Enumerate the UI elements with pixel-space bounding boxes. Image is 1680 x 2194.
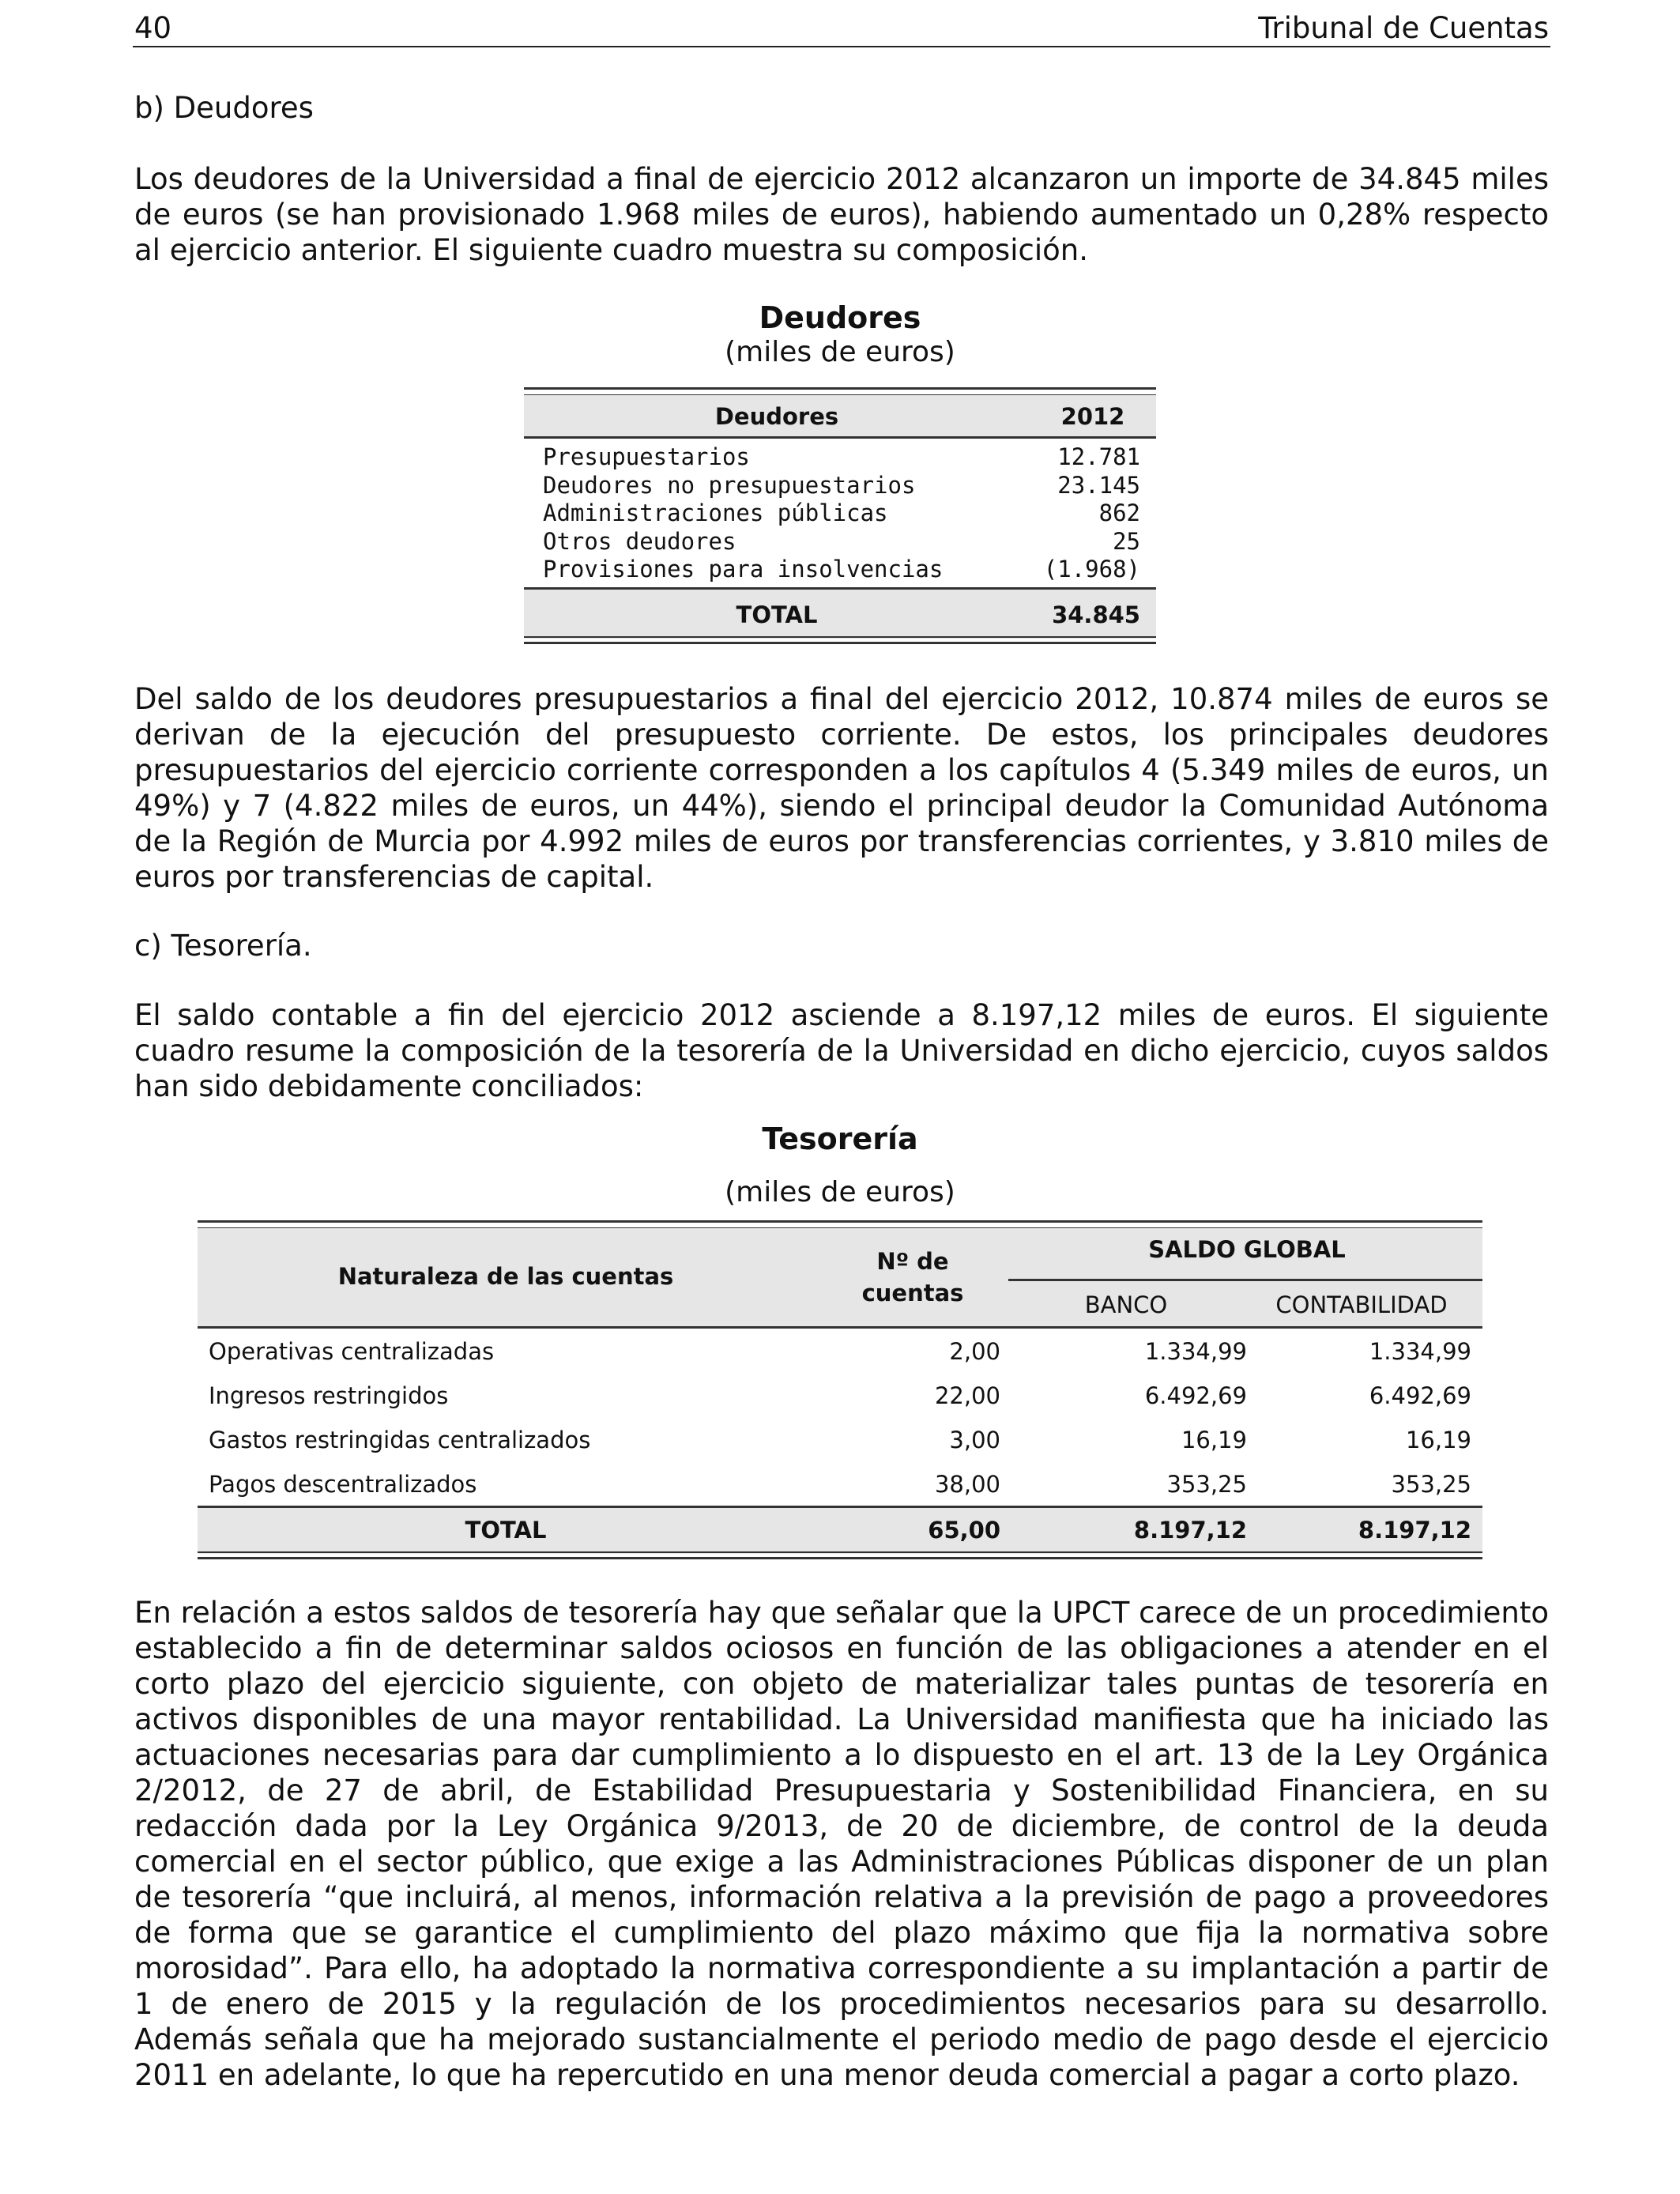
table-row xyxy=(524,556,1156,584)
paragraph-deudores: Del saldo de los deudores presupuestarios a final del ejercicio 2012, 10.874 miles de euros se derivan de la ejecución del presupuesto corriente. De estos, los principales deudores presupuestarios del ejercicio corriente corresponden a los capítulos 4 (5.349 miles de euros, un 49%) y 7 (4.822 miles de euros, un 44%), siendo el principal deudor la Comunidad Autónoma de la Región de Murcia por 4.992 miles de euros por transferencias corrientes, y 3.810 miles de euros por transferencias de capital. xyxy=(134,682,1549,894)
row-label: Provisiones para insolvencias xyxy=(543,556,944,582)
table-row xyxy=(198,1373,1482,1417)
table-total-row xyxy=(524,587,1156,639)
cell-naturaleza: Operativas centralizadas xyxy=(209,1338,495,1365)
table-row xyxy=(524,472,1156,500)
column-header-banco: BANCO xyxy=(1084,1291,1168,1318)
table-row xyxy=(198,1461,1482,1506)
cell-naturaleza: Gastos restringidas centralizados xyxy=(209,1427,591,1453)
cell-contabilidad: 16,19 xyxy=(1405,1427,1471,1453)
column-header-deudores: Deudores xyxy=(714,403,839,430)
table-total-row xyxy=(198,1506,1482,1554)
column-header-contabilidad: CONTABILIDAD xyxy=(1275,1291,1448,1318)
cell-contabilidad: 1.334,99 xyxy=(1369,1338,1471,1365)
table-row xyxy=(198,1417,1482,1461)
row-label: Otros deudores xyxy=(543,527,736,555)
total-value: 34.845 xyxy=(1052,601,1140,628)
deudores-table xyxy=(524,387,1156,644)
table-row xyxy=(198,1329,1482,1373)
row-label: Presupuestarios xyxy=(543,443,750,470)
total-num: 65,00 xyxy=(928,1517,1000,1544)
page-header xyxy=(133,6,1550,47)
tesoreria-table-subtitle: (miles de euros) xyxy=(725,1176,955,1208)
table-row xyxy=(524,443,1156,472)
cell-banco: 1.334,99 xyxy=(1144,1338,1247,1365)
page-number: 40 xyxy=(134,11,172,45)
row-value: (1.968) xyxy=(1043,556,1140,582)
header-divider xyxy=(1008,1279,1482,1281)
total-contabilidad: 8.197,12 xyxy=(1358,1517,1471,1544)
column-header-num-line2: cuentas xyxy=(861,1280,964,1306)
table-header xyxy=(524,395,1156,439)
paragraph-final: En relación a estos saldos de tesorería hay que señalar que la UPCT carece de un procedimiento establecido a fin de determinar saldos ociosos en función de las obligaciones a atender en el corto plazo del ejercicio siguiente, con objeto de materializar tales puntas de tesorería en activos disponibles de una mayor rentabilidad. La Universidad manifiesta que ha iniciado las actuaciones necesarias para dar cumplimiento a lo dispuesto en el art. 13 de la Ley Orgánica 2/2012, de 27 de abril, de Estabilidad Presupuestaria y Sostenibilidad Financiera, en su redacción dada por la Ley Orgánica 9/2013, de 20 de diciembre, de control de la deuda comercial en el sector público, que exige a las Administraciones Públicas disponer de un plan de tesorería “que incluirá, al menos, información relativa a la previsión de pago a proveedores de forma que se garantice el cumplimiento del plazo máximo que fija la normativa sobre morosidad”. Para ello, ha adoptado la normativa correspondiente a su implantación a partir de 1 de enero de 2015 y la regulación de los procedimientos necesarios para su desarrollo. Además señala que ha mejorado sustancialmente el periodo medio de pago desde el ejercicio 2011 en adelante, lo que ha repercutido en una menor deuda comercial a pagar a corto plazo. xyxy=(134,1596,1549,2092)
row-value: 23.145 xyxy=(1057,471,1140,499)
section-c-heading: c) Tesorería. xyxy=(134,929,312,963)
total-label: TOTAL xyxy=(736,601,818,628)
column-header-year: 2012 xyxy=(1060,403,1125,430)
cell-num: 38,00 xyxy=(934,1471,1000,1498)
section-b-heading: b) Deudores xyxy=(134,91,314,125)
total-banco: 8.197,12 xyxy=(1133,1517,1247,1544)
header-title: Tribunal de Cuentas xyxy=(1258,11,1549,45)
column-header-naturaleza: Naturaleza de las cuentas xyxy=(337,1263,674,1290)
cell-num: 2,00 xyxy=(949,1338,1000,1365)
row-value: 25 xyxy=(1113,527,1140,555)
section-c-intro: El saldo contable a fin del ejercicio 2012 asciende a 8.197,12 miles de euros. El siguiente cuadro resume la composición de la tesorería de la Universidad en dicho ejercicio, cuyos saldos han sido debidamente conciliados: xyxy=(134,998,1549,1103)
row-label: Administraciones públicas xyxy=(543,499,888,526)
tesoreria-table-title: Tesorería xyxy=(762,1122,918,1156)
row-label: Deudores no presupuestarios xyxy=(543,471,916,499)
cell-banco: 353,25 xyxy=(1166,1471,1247,1498)
column-header-saldo-global: SALDO GLOBAL xyxy=(1148,1236,1346,1263)
cell-naturaleza: Pagos descentralizados xyxy=(209,1471,477,1498)
table-header xyxy=(198,1228,1482,1329)
cell-naturaleza: Ingresos restringidos xyxy=(209,1382,449,1409)
cell-banco: 6.492,69 xyxy=(1144,1382,1247,1409)
table-row xyxy=(524,499,1156,528)
table-bottom-rule xyxy=(524,636,1156,644)
tesoreria-table xyxy=(198,1220,1482,1560)
total-label: TOTAL xyxy=(465,1517,547,1544)
deudores-table-subtitle: (miles de euros) xyxy=(725,336,955,368)
cell-num: 22,00 xyxy=(934,1382,1000,1409)
cell-contabilidad: 353,25 xyxy=(1391,1471,1471,1498)
cell-num: 3,00 xyxy=(949,1427,1000,1453)
cell-banco: 16,19 xyxy=(1181,1427,1247,1453)
deudores-table-title: Deudores xyxy=(759,300,921,335)
row-value: 862 xyxy=(1098,499,1140,526)
column-header-num-line1: Nº de xyxy=(876,1248,949,1275)
section-b-intro: Los deudores de la Universidad a final de ejercicio 2012 alcanzaron un importe de 34.845 miles de euros (se han provisionado 1.968 miles de euros), habiendo aumentado un 0,28% respecto al ejercicio anterior. El siguiente cuadro muestra su composición. xyxy=(134,162,1549,267)
table-row xyxy=(524,528,1156,556)
column-header-num-cuentas xyxy=(814,1246,1011,1309)
table-bottom-rule xyxy=(198,1551,1482,1559)
cell-contabilidad: 6.492,69 xyxy=(1369,1382,1471,1409)
row-value: 12.781 xyxy=(1057,443,1140,470)
